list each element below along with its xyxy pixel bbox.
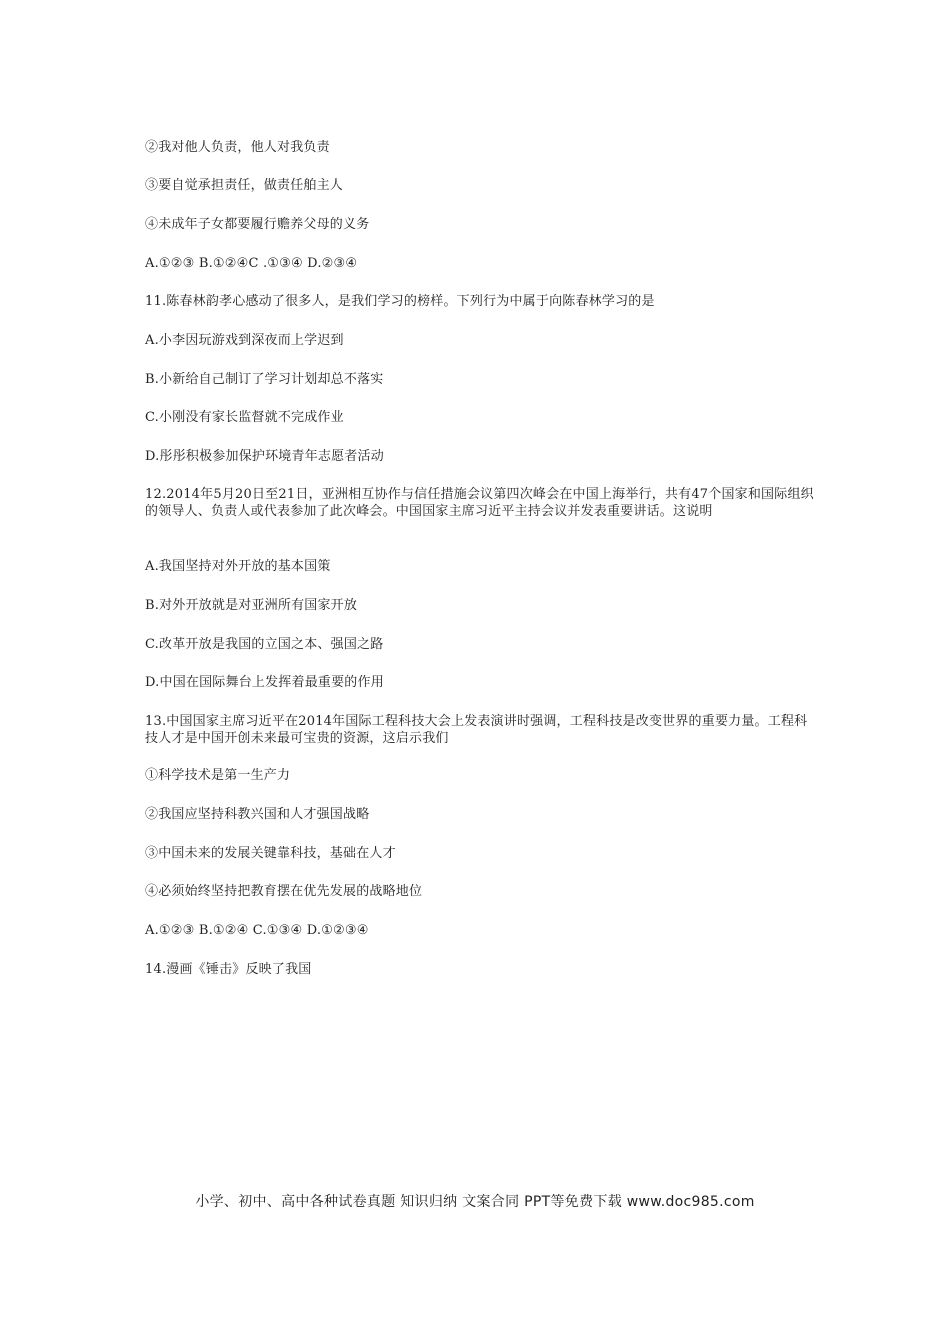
option-b: B.小新给自己制订了学习计划却总不落实	[145, 372, 384, 387]
text-line: ④未成年子女都要履行赡养父母的义务	[145, 217, 370, 232]
option-a: A.我国坚持对外开放的基本国策	[145, 559, 331, 574]
question-13: 13.中国国家主席习近平在2014年国际工程科技大会上发表演讲时强调，工程科技是改变世界的重要力量。工程科技人才是中国开创未来最可宝贵的资源，这启示我们	[145, 714, 808, 746]
answer-options: A.①②③ B.①②④ C.①③④ D.①②③④	[145, 923, 369, 938]
text-line: ③要自觉承担责任，做责任舶主人	[145, 178, 344, 193]
text-line: ②我对他人负责，他人对我负责	[145, 140, 330, 155]
question-14: 14.漫画《锤击》反映了我国	[145, 962, 312, 977]
statement-2: ②我国应坚持科教兴国和人才强国战略	[145, 807, 370, 822]
option-d: D.彤彤积极参加保护环境青年志愿者活动	[145, 449, 384, 464]
page-footer: 小学、初中、高中各种试卷真题 知识归纳 文案合同 PPT等免费下载 www.doc985.com	[195, 1194, 755, 1210]
option-c: C.小刚没有家长监督就不完成作业	[145, 410, 344, 425]
option-c: C.改革开放是我国的立国之本、强国之路	[145, 637, 384, 652]
question-12: 12.2014年5月20日至21日，亚洲相互协作与信任措施会议第四次峰会在中国上海举行，共有47个国家和国际组织的领导人、负责人或代表参加了此次峰会。中国国家主席习近平主持会议并发表重要讲话。这说明	[145, 487, 814, 519]
statement-3: ③中国未来的发展关键靠科技，基础在人才	[145, 846, 396, 861]
answer-options: A.①②③ B.①②④C .①③④ D.②③④	[145, 256, 358, 271]
question-11: 11.陈春林韵孝心感动了很多人，是我们学习的榜样。下列行为中属于向陈春林学习的是	[145, 294, 655, 309]
option-a: A.小李因玩游戏到深夜而上学迟到	[145, 333, 344, 348]
option-d: D.中国在国际舞台上发挥着最重要的作用	[145, 675, 384, 690]
option-b: B.对外开放就是对亚洲所有国家开放	[145, 598, 358, 613]
statement-4: ④必须始终坚持把教育摆在优先发展的战略地位	[145, 884, 423, 899]
statement-1: ①科学技术是第一生产力	[145, 768, 291, 783]
